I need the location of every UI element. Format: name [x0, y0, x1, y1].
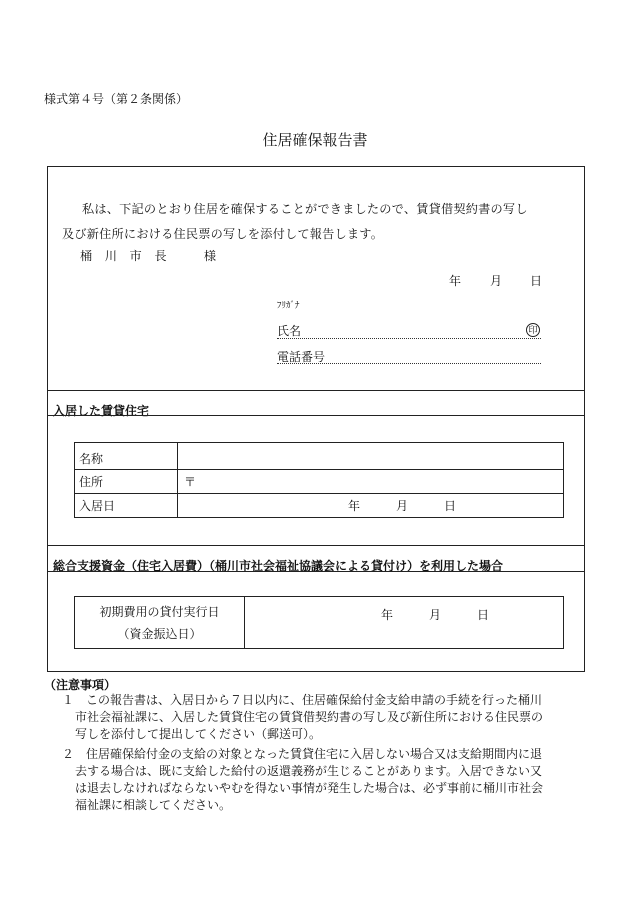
form-code: 様式第４号（第２条関係） [44, 92, 189, 106]
housing-name-label: 名称 [75, 443, 178, 470]
housing-table [74, 442, 564, 518]
loan-section-title: 総合支援資金（住宅入居費）（桶川市社会福祉協議会による貸付け）を利用した場合 [53, 559, 504, 573]
note-line: 住居確保給付金の支給の対象となった賃貸住宅に入居しない場合又は支給期間内に退 [86, 747, 543, 761]
move-in-date-label: 入居日 [75, 494, 178, 518]
table-row [75, 494, 564, 518]
declaration-line-2: 及び新住所における住民票の写しを添付して報告します。 [62, 227, 384, 241]
housing-name-field[interactable] [178, 443, 564, 470]
note-line: 市社会福祉課に、入居した賃貸住宅の賃貸借契約書の写し及び新住所における住民票の [75, 710, 544, 724]
name-label: 氏名 [277, 324, 302, 338]
note-text-continued [75, 763, 543, 814]
loan-date-field[interactable]: 年 月 日 [245, 597, 564, 649]
note-line: 去する場合は、既に支給した給付の返還義務が生じることがあります。入居できない又 [75, 764, 543, 778]
housing-section-title: 入居した賃貸住宅 [53, 404, 150, 418]
housing-address-label: 住所 [75, 470, 178, 494]
seal-mark: 印 [526, 323, 540, 337]
furigana-label: ﾌﾘｶﾞﾅ [277, 301, 300, 311]
name-field[interactable] [277, 338, 541, 339]
phone-field[interactable] [277, 363, 541, 364]
note-line: 福祉課に相談してください。 [75, 798, 232, 812]
loan-date-label-line-1: 初期費用の貸付実行日 [99, 604, 220, 619]
divider [47, 390, 585, 391]
note-text [86, 692, 542, 709]
note-line: この報告書は、入居日から７日以内に、住居確保給付金支給申請の手続を行った桶川 [86, 693, 543, 707]
note-line: 写しを添付して提出してください（郵送可）。 [75, 727, 322, 741]
note-number: １ [62, 693, 75, 707]
table-row [75, 470, 564, 494]
declaration-line-1: 私は、下記のとおり住居を確保することができましたので、賃貸借契約書の写し [82, 202, 528, 216]
move-in-date-field[interactable]: 年 月 日 [178, 494, 564, 518]
table-row [75, 597, 564, 649]
phone-label: 電話番号 [277, 350, 326, 364]
note-text [86, 746, 542, 763]
loan-date-label [75, 597, 245, 649]
table-row [75, 443, 564, 470]
divider [47, 571, 585, 572]
note-number: ２ [62, 747, 75, 761]
housing-address-field[interactable]: 〒 [178, 470, 564, 494]
date-day-label: 日 [530, 274, 543, 288]
note-line: は退去しなければならないやむを得ない事情が発生した場合は、必ず事前に桶川市社会 [75, 781, 544, 795]
document-title: 住居確保報告書 [262, 131, 368, 149]
notes-title: （注意事項） [44, 678, 117, 692]
addressee: 桶 川 市 長 様 [80, 249, 217, 263]
loan-date-label-line-2: （資金振込日） [117, 626, 202, 641]
loan-table [74, 596, 564, 649]
date-year-label: 年 [449, 274, 462, 288]
divider [47, 545, 585, 546]
date-month-label: 月 [490, 274, 503, 288]
note-text-continued [75, 709, 543, 743]
divider [47, 415, 585, 416]
